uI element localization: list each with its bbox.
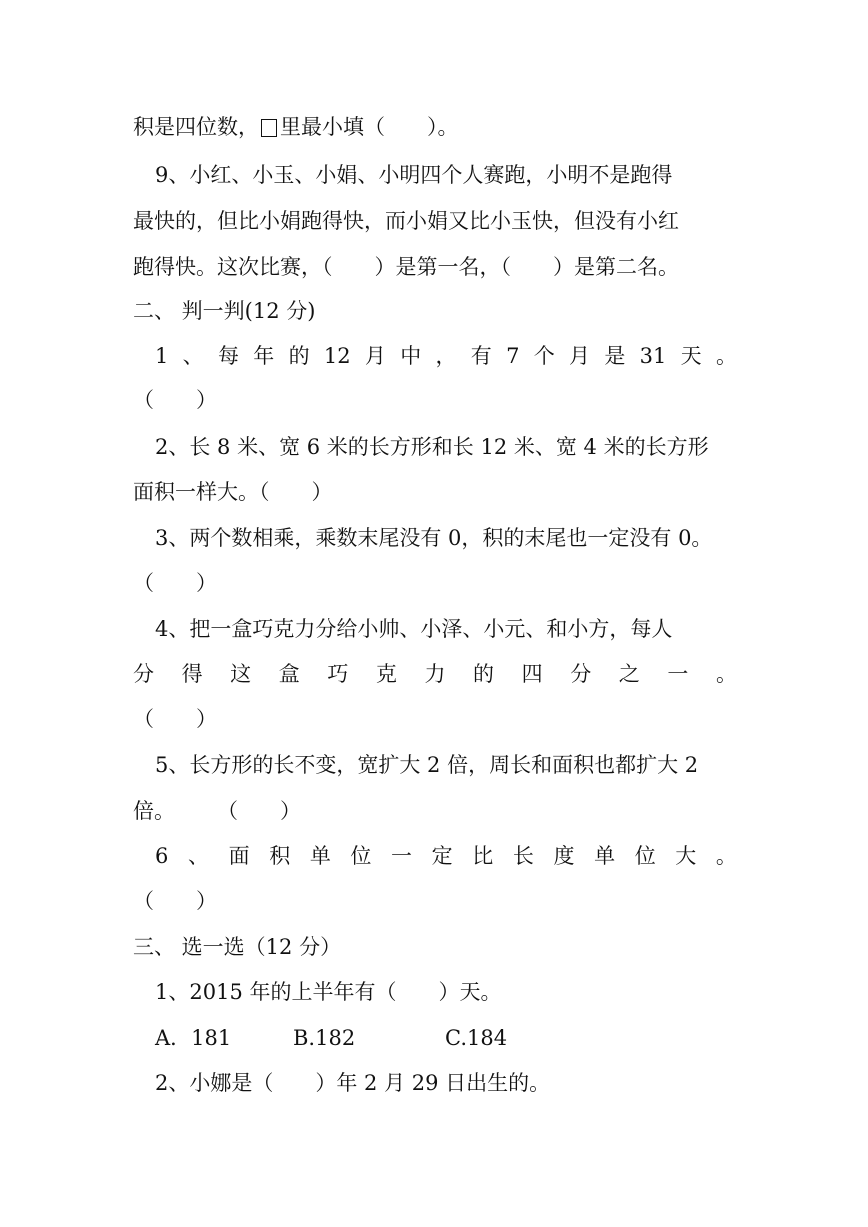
judge-item-2-line-2: 面积一样大。（ ） — [133, 480, 333, 504]
char: 。 — [715, 844, 737, 868]
char: 度 — [553, 844, 575, 868]
q8-tail-line — [133, 112, 737, 142]
char: 月 — [569, 344, 591, 368]
q9-line-1: 9、小红、小玉、小娟、小明四个人赛跑，小明不是跑得 — [155, 163, 673, 187]
option-a: A．181 — [155, 1026, 232, 1050]
choose-item-1-options — [155, 1023, 737, 1053]
option-b: B.182 — [293, 1026, 356, 1050]
char: 单 — [309, 844, 331, 868]
char: 7 — [506, 344, 520, 368]
judge-item-5-line-2: 倍。 （ ） — [133, 799, 301, 823]
char: 面 — [228, 844, 250, 868]
char: 位 — [350, 844, 372, 868]
char: 个 — [533, 344, 555, 368]
char: 的 — [473, 662, 495, 686]
char: 大 — [675, 844, 697, 868]
char: 6 — [155, 844, 169, 868]
char: 有 — [470, 344, 492, 368]
char: 。 — [715, 662, 737, 686]
char: 分 — [570, 662, 592, 686]
judge-item-1-line-1 — [155, 341, 737, 371]
char: 位 — [634, 844, 656, 868]
char: 长 — [512, 844, 534, 868]
section2-heading: 二、 判一判(12 分) — [133, 299, 316, 323]
judge-item-3-line-2: （ ） — [133, 571, 217, 595]
q9-line-2: 最快的，但比小娟跑得快，而小娟又比小玉快，但没有小红 — [133, 209, 679, 233]
char: 、 — [182, 344, 204, 368]
char: 每 — [217, 344, 239, 368]
char: 比 — [472, 844, 494, 868]
judge-item-4-blank: （ ） — [133, 707, 217, 731]
judge-item-1-blank: （ ） — [133, 388, 217, 412]
char: 、 — [187, 844, 209, 868]
char: 12 — [323, 344, 351, 368]
char: 一 — [667, 662, 689, 686]
char: 的 — [288, 344, 310, 368]
option-c: C.184 — [445, 1026, 508, 1050]
char: 盒 — [278, 662, 300, 686]
char: 分 — [133, 662, 154, 686]
char: 31 — [639, 344, 667, 368]
char: 单 — [594, 844, 616, 868]
judge-item-6-line-1 — [155, 841, 737, 871]
char: 中 — [400, 344, 422, 368]
char: 巧 — [327, 662, 349, 686]
char: 积 — [269, 844, 291, 868]
char: 四 — [521, 662, 543, 686]
char: 。 — [715, 344, 737, 368]
char: ， — [435, 344, 457, 368]
section3-heading: 三、 选一选（12 分） — [133, 935, 342, 959]
char: 天 — [680, 344, 702, 368]
char: 1 — [155, 344, 169, 368]
judge-item-2-line-1: 2、长 8 米、宽 6 米的长方形和长 12 米、宽 4 米的长方形 — [155, 435, 709, 459]
char: 得 — [181, 662, 203, 686]
char: 之 — [618, 662, 640, 686]
q8-tail-text-after: 里最小填（ ）。 — [280, 115, 459, 139]
char: 定 — [431, 844, 453, 868]
choose-item-2-text: 2、小娜是（ ）年 2 月 29 日出生的。 — [155, 1071, 551, 1095]
judge-item-4-line-1: 4、把一盒巧克力分给小帅、小泽、小元、和小方，每人 — [155, 617, 673, 641]
char: 月 — [364, 344, 386, 368]
judge-item-6-blank: （ ） — [133, 889, 217, 913]
judge-item-4-line-2 — [133, 659, 737, 689]
char: 克 — [375, 662, 397, 686]
char: 力 — [424, 662, 446, 686]
char: 是 — [604, 344, 626, 368]
char: 年 — [253, 344, 275, 368]
char: 一 — [391, 844, 413, 868]
char: 这 — [230, 662, 252, 686]
q9-line-3: 跑得快。这次比赛，（ ）是第一名，（ ）是第二名。 — [133, 255, 679, 279]
q8-tail-text-before: 积是四位数， — [133, 115, 259, 139]
judge-item-3-line-1: 3、两个数相乘，乘数末尾没有 0，积的末尾也一定没有 0。 — [155, 526, 713, 550]
choose-item-1-text: 1、2015 年的上半年有（ ）天。 — [155, 980, 502, 1004]
judge-item-5-line-1: 5、长方形的长不变，宽扩大 2 倍，周长和面积也都扩大 2 — [155, 753, 699, 777]
blank-square-box — [261, 119, 277, 137]
